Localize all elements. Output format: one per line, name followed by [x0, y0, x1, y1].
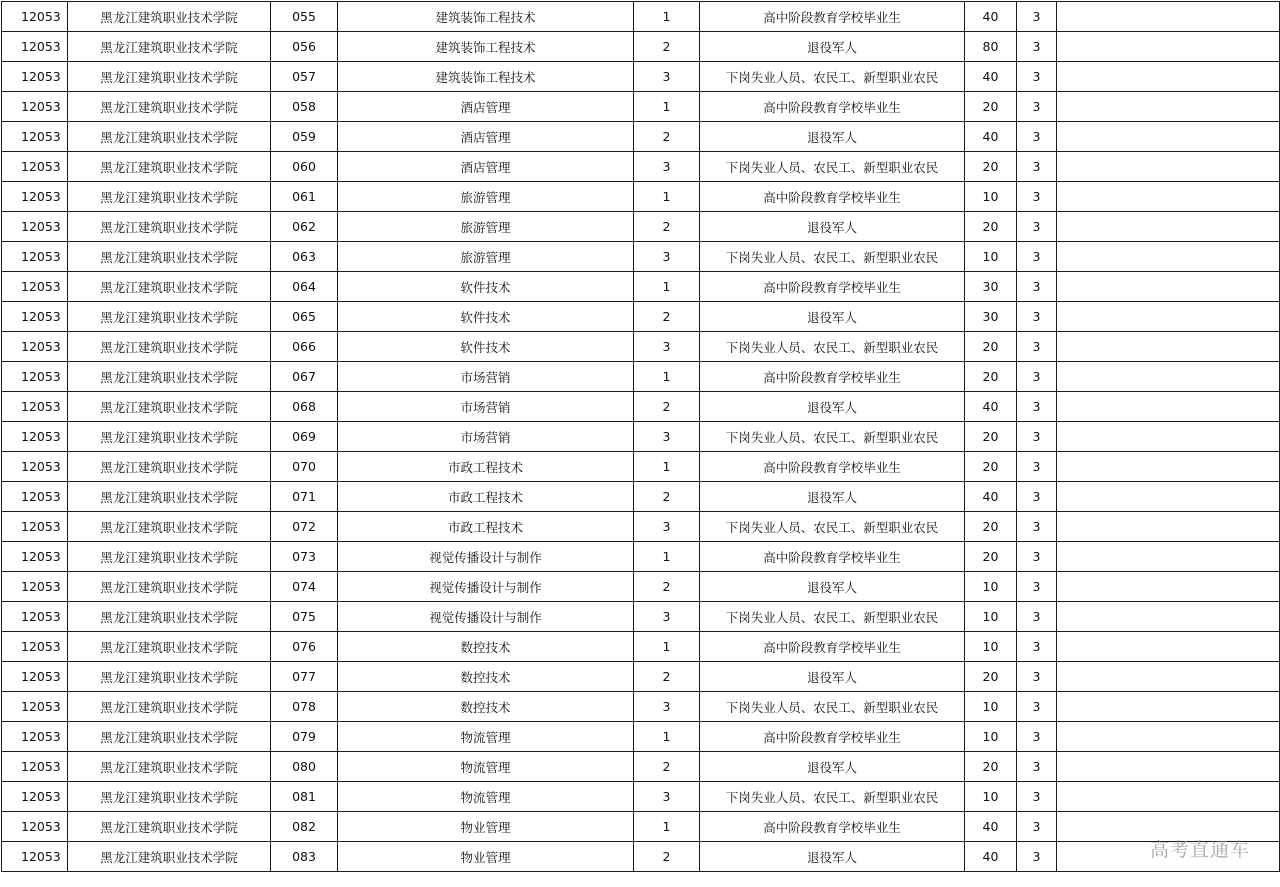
applicant-category-cell: 下岗失业人员、农民工、新型职业农民 [700, 332, 965, 362]
major-name-cell: 软件技术 [338, 272, 634, 302]
school-name-cell: 黑龙江建筑职业技术学院 [68, 422, 271, 452]
school-code-cell: 12053 [2, 632, 68, 662]
applicant-category-cell: 高中阶段教育学校毕业生 [700, 632, 965, 662]
school-code-cell: 12053 [2, 512, 68, 542]
watermark: 高考直通车 [1149, 839, 1250, 861]
applicant-type-cell: 1 [634, 812, 700, 842]
study-years-cell: 3 [1017, 2, 1057, 32]
applicant-type-cell: 2 [634, 572, 700, 602]
school-name-cell: 黑龙江建筑职业技术学院 [68, 602, 271, 632]
plan-count-cell: 20 [965, 752, 1017, 782]
remarks-cell [1057, 602, 1280, 632]
major-number-cell: 056 [271, 32, 338, 62]
major-name-cell: 市政工程技术 [338, 512, 634, 542]
major-number-cell: 077 [271, 662, 338, 692]
major-number-cell: 065 [271, 302, 338, 332]
table-row [2, 842, 1280, 872]
major-name-cell: 数控技术 [338, 632, 634, 662]
applicant-category-cell: 退役军人 [700, 212, 965, 242]
applicant-type-cell: 2 [634, 752, 700, 782]
applicant-category-cell: 退役军人 [700, 392, 965, 422]
school-code-cell: 12053 [2, 92, 68, 122]
major-number-cell: 074 [271, 572, 338, 602]
remarks-cell [1057, 662, 1280, 692]
major-name-cell: 物流管理 [338, 752, 634, 782]
plan-count-cell: 10 [965, 572, 1017, 602]
school-code-cell: 12053 [2, 722, 68, 752]
study-years-cell: 3 [1017, 782, 1057, 812]
applicant-type-cell: 1 [634, 362, 700, 392]
school-code-cell: 12053 [2, 332, 68, 362]
plan-count-cell: 40 [965, 122, 1017, 152]
major-number-cell: 062 [271, 212, 338, 242]
major-name-cell: 酒店管理 [338, 92, 634, 122]
major-number-cell: 079 [271, 722, 338, 752]
remarks-cell [1057, 62, 1280, 92]
table-row [2, 62, 1280, 92]
applicant-type-cell: 3 [634, 152, 700, 182]
enrollment-plan-table [1, 1, 1280, 872]
applicant-category-cell: 高中阶段教育学校毕业生 [700, 362, 965, 392]
school-code-cell: 12053 [2, 152, 68, 182]
applicant-category-cell: 退役军人 [700, 122, 965, 152]
school-name-cell: 黑龙江建筑职业技术学院 [68, 482, 271, 512]
applicant-category-cell: 高中阶段教育学校毕业生 [700, 2, 965, 32]
applicant-type-cell: 2 [634, 302, 700, 332]
school-name-cell: 黑龙江建筑职业技术学院 [68, 392, 271, 422]
table-row [2, 2, 1280, 32]
plan-count-cell: 40 [965, 482, 1017, 512]
plan-count-cell: 20 [965, 332, 1017, 362]
table-row [2, 152, 1280, 182]
school-name-cell: 黑龙江建筑职业技术学院 [68, 812, 271, 842]
applicant-type-cell: 1 [634, 182, 700, 212]
remarks-cell [1057, 92, 1280, 122]
school-name-cell: 黑龙江建筑职业技术学院 [68, 842, 271, 872]
applicant-category-cell: 退役军人 [700, 32, 965, 62]
remarks-cell [1057, 692, 1280, 722]
applicant-type-cell: 3 [634, 512, 700, 542]
applicant-type-cell: 2 [634, 212, 700, 242]
plan-count-cell: 20 [965, 362, 1017, 392]
study-years-cell: 3 [1017, 122, 1057, 152]
applicant-type-cell: 2 [634, 842, 700, 872]
school-name-cell: 黑龙江建筑职业技术学院 [68, 32, 271, 62]
applicant-category-cell: 高中阶段教育学校毕业生 [700, 452, 965, 482]
study-years-cell: 3 [1017, 62, 1057, 92]
study-years-cell: 3 [1017, 452, 1057, 482]
school-code-cell: 12053 [2, 422, 68, 452]
major-name-cell: 市场营销 [338, 362, 634, 392]
plan-count-cell: 30 [965, 272, 1017, 302]
applicant-category-cell: 退役军人 [700, 572, 965, 602]
school-code-cell: 12053 [2, 272, 68, 302]
major-number-cell: 057 [271, 62, 338, 92]
major-number-cell: 071 [271, 482, 338, 512]
major-name-cell: 市场营销 [338, 392, 634, 422]
remarks-cell [1057, 302, 1280, 332]
plan-count-cell: 40 [965, 2, 1017, 32]
table-row [2, 332, 1280, 362]
table-row [2, 752, 1280, 782]
study-years-cell: 3 [1017, 242, 1057, 272]
table-row [2, 692, 1280, 722]
major-number-cell: 068 [271, 392, 338, 422]
plan-count-cell: 80 [965, 32, 1017, 62]
table-row [2, 362, 1280, 392]
study-years-cell: 3 [1017, 152, 1057, 182]
school-name-cell: 黑龙江建筑职业技术学院 [68, 302, 271, 332]
plan-count-cell: 10 [965, 692, 1017, 722]
major-number-cell: 058 [271, 92, 338, 122]
applicant-type-cell: 2 [634, 32, 700, 62]
study-years-cell: 3 [1017, 392, 1057, 422]
school-name-cell: 黑龙江建筑职业技术学院 [68, 212, 271, 242]
table-body [2, 2, 1280, 872]
remarks-cell [1057, 722, 1280, 752]
study-years-cell: 3 [1017, 662, 1057, 692]
study-years-cell: 3 [1017, 632, 1057, 662]
major-name-cell: 物业管理 [338, 812, 634, 842]
applicant-category-cell: 下岗失业人员、农民工、新型职业农民 [700, 62, 965, 92]
remarks-cell [1057, 482, 1280, 512]
major-name-cell: 软件技术 [338, 302, 634, 332]
applicant-type-cell: 1 [634, 632, 700, 662]
major-name-cell: 酒店管理 [338, 122, 634, 152]
applicant-category-cell: 高中阶段教育学校毕业生 [700, 542, 965, 572]
school-name-cell: 黑龙江建筑职业技术学院 [68, 722, 271, 752]
plan-count-cell: 20 [965, 422, 1017, 452]
school-name-cell: 黑龙江建筑职业技术学院 [68, 242, 271, 272]
school-code-cell: 12053 [2, 62, 68, 92]
study-years-cell: 3 [1017, 842, 1057, 872]
major-name-cell: 数控技术 [338, 662, 634, 692]
major-name-cell: 数控技术 [338, 692, 634, 722]
table-row [2, 212, 1280, 242]
table-row [2, 722, 1280, 752]
school-name-cell: 黑龙江建筑职业技术学院 [68, 92, 271, 122]
plan-count-cell: 20 [965, 92, 1017, 122]
study-years-cell: 3 [1017, 212, 1057, 242]
school-name-cell: 黑龙江建筑职业技术学院 [68, 182, 271, 212]
school-name-cell: 黑龙江建筑职业技术学院 [68, 782, 271, 812]
applicant-category-cell: 高中阶段教育学校毕业生 [700, 182, 965, 212]
remarks-cell [1057, 632, 1280, 662]
school-name-cell: 黑龙江建筑职业技术学院 [68, 122, 271, 152]
applicant-type-cell: 3 [634, 602, 700, 632]
table-row [2, 392, 1280, 422]
school-code-cell: 12053 [2, 542, 68, 572]
table-row [2, 482, 1280, 512]
table-row [2, 242, 1280, 272]
study-years-cell: 3 [1017, 602, 1057, 632]
study-years-cell: 3 [1017, 92, 1057, 122]
applicant-category-cell: 下岗失业人员、农民工、新型职业农民 [700, 782, 965, 812]
plan-count-cell: 40 [965, 62, 1017, 92]
applicant-type-cell: 2 [634, 392, 700, 422]
applicant-type-cell: 1 [634, 2, 700, 32]
applicant-category-cell: 高中阶段教育学校毕业生 [700, 92, 965, 122]
major-name-cell: 市场营销 [338, 422, 634, 452]
school-code-cell: 12053 [2, 602, 68, 632]
school-name-cell: 黑龙江建筑职业技术学院 [68, 752, 271, 782]
school-name-cell: 黑龙江建筑职业技术学院 [68, 542, 271, 572]
major-name-cell: 视觉传播设计与制作 [338, 602, 634, 632]
plan-count-cell: 40 [965, 812, 1017, 842]
table-row [2, 122, 1280, 152]
plan-count-cell: 20 [965, 662, 1017, 692]
school-code-cell: 12053 [2, 212, 68, 242]
study-years-cell: 3 [1017, 182, 1057, 212]
remarks-cell [1057, 332, 1280, 362]
study-years-cell: 3 [1017, 272, 1057, 302]
school-code-cell: 12053 [2, 242, 68, 272]
remarks-cell [1057, 2, 1280, 32]
plan-count-cell: 20 [965, 152, 1017, 182]
plan-count-cell: 20 [965, 212, 1017, 242]
table-row [2, 662, 1280, 692]
table-row [2, 452, 1280, 482]
school-code-cell: 12053 [2, 182, 68, 212]
plan-count-cell: 20 [965, 452, 1017, 482]
study-years-cell: 3 [1017, 422, 1057, 452]
applicant-category-cell: 下岗失业人员、农民工、新型职业农民 [700, 602, 965, 632]
applicant-type-cell: 2 [634, 482, 700, 512]
school-name-cell: 黑龙江建筑职业技术学院 [68, 662, 271, 692]
remarks-cell [1057, 782, 1280, 812]
major-number-cell: 072 [271, 512, 338, 542]
school-name-cell: 黑龙江建筑职业技术学院 [68, 62, 271, 92]
applicant-type-cell: 3 [634, 62, 700, 92]
major-name-cell: 物流管理 [338, 722, 634, 752]
plan-count-cell: 10 [965, 602, 1017, 632]
applicant-category-cell: 高中阶段教育学校毕业生 [700, 812, 965, 842]
remarks-cell [1057, 752, 1280, 782]
major-number-cell: 067 [271, 362, 338, 392]
applicant-type-cell: 1 [634, 272, 700, 302]
school-code-cell: 12053 [2, 302, 68, 332]
school-code-cell: 12053 [2, 692, 68, 722]
school-name-cell: 黑龙江建筑职业技术学院 [68, 332, 271, 362]
plan-count-cell: 10 [965, 782, 1017, 812]
study-years-cell: 3 [1017, 692, 1057, 722]
applicant-category-cell: 下岗失业人员、农民工、新型职业农民 [700, 512, 965, 542]
table-row [2, 32, 1280, 62]
major-name-cell: 物流管理 [338, 782, 634, 812]
plan-count-cell: 30 [965, 302, 1017, 332]
applicant-type-cell: 3 [634, 332, 700, 362]
remarks-cell [1057, 272, 1280, 302]
school-name-cell: 黑龙江建筑职业技术学院 [68, 512, 271, 542]
applicant-type-cell: 1 [634, 722, 700, 752]
applicant-category-cell: 退役军人 [700, 302, 965, 332]
remarks-cell [1057, 242, 1280, 272]
table-row [2, 632, 1280, 662]
school-code-cell: 12053 [2, 662, 68, 692]
major-number-cell: 076 [271, 632, 338, 662]
study-years-cell: 3 [1017, 722, 1057, 752]
school-code-cell: 12053 [2, 392, 68, 422]
applicant-type-cell: 1 [634, 92, 700, 122]
study-years-cell: 3 [1017, 512, 1057, 542]
major-number-cell: 055 [271, 2, 338, 32]
major-number-cell: 060 [271, 152, 338, 182]
remarks-cell [1057, 572, 1280, 602]
major-name-cell: 旅游管理 [338, 182, 634, 212]
table-row [2, 782, 1280, 812]
major-number-cell: 063 [271, 242, 338, 272]
remarks-cell [1057, 392, 1280, 422]
plan-count-cell: 20 [965, 542, 1017, 572]
table-row [2, 602, 1280, 632]
major-name-cell: 旅游管理 [338, 242, 634, 272]
school-name-cell: 黑龙江建筑职业技术学院 [68, 362, 271, 392]
school-code-cell: 12053 [2, 452, 68, 482]
remarks-cell [1057, 122, 1280, 152]
plan-count-cell: 40 [965, 842, 1017, 872]
school-code-cell: 12053 [2, 782, 68, 812]
applicant-category-cell: 下岗失业人员、农民工、新型职业农民 [700, 152, 965, 182]
remarks-cell [1057, 422, 1280, 452]
plan-count-cell: 10 [965, 182, 1017, 212]
applicant-category-cell: 下岗失业人员、农民工、新型职业农民 [700, 242, 965, 272]
school-code-cell: 12053 [2, 32, 68, 62]
school-code-cell: 12053 [2, 842, 68, 872]
major-number-cell: 070 [271, 452, 338, 482]
major-name-cell: 建筑装饰工程技术 [338, 62, 634, 92]
table-row [2, 542, 1280, 572]
plan-count-cell: 40 [965, 392, 1017, 422]
major-number-cell: 059 [271, 122, 338, 152]
school-code-cell: 12053 [2, 572, 68, 602]
table-row [2, 812, 1280, 842]
major-number-cell: 078 [271, 692, 338, 722]
major-number-cell: 064 [271, 272, 338, 302]
school-code-cell: 12053 [2, 482, 68, 512]
table-row [2, 92, 1280, 122]
major-name-cell: 旅游管理 [338, 212, 634, 242]
remarks-cell [1057, 542, 1280, 572]
table-row [2, 422, 1280, 452]
school-code-cell: 12053 [2, 122, 68, 152]
school-code-cell: 12053 [2, 812, 68, 842]
major-number-cell: 061 [271, 182, 338, 212]
school-code-cell: 12053 [2, 752, 68, 782]
study-years-cell: 3 [1017, 572, 1057, 602]
study-years-cell: 3 [1017, 32, 1057, 62]
major-number-cell: 082 [271, 812, 338, 842]
major-name-cell: 视觉传播设计与制作 [338, 572, 634, 602]
school-name-cell: 黑龙江建筑职业技术学院 [68, 2, 271, 32]
school-name-cell: 黑龙江建筑职业技术学院 [68, 452, 271, 482]
applicant-type-cell: 1 [634, 542, 700, 572]
major-number-cell: 083 [271, 842, 338, 872]
remarks-cell [1057, 362, 1280, 392]
school-code-cell: 12053 [2, 362, 68, 392]
applicant-category-cell: 退役军人 [700, 842, 965, 872]
remarks-cell [1057, 182, 1280, 212]
applicant-type-cell: 3 [634, 692, 700, 722]
school-name-cell: 黑龙江建筑职业技术学院 [68, 152, 271, 182]
major-number-cell: 069 [271, 422, 338, 452]
remarks-cell [1057, 32, 1280, 62]
major-number-cell: 081 [271, 782, 338, 812]
plan-count-cell: 10 [965, 242, 1017, 272]
applicant-category-cell: 高中阶段教育学校毕业生 [700, 722, 965, 752]
study-years-cell: 3 [1017, 482, 1057, 512]
major-name-cell: 建筑装饰工程技术 [338, 2, 634, 32]
applicant-type-cell: 2 [634, 122, 700, 152]
table-row [2, 272, 1280, 302]
major-number-cell: 075 [271, 602, 338, 632]
table-row [2, 572, 1280, 602]
remarks-cell [1057, 512, 1280, 542]
major-name-cell: 软件技术 [338, 332, 634, 362]
study-years-cell: 3 [1017, 332, 1057, 362]
plan-count-cell: 10 [965, 632, 1017, 662]
table-row [2, 182, 1280, 212]
school-code-cell: 12053 [2, 2, 68, 32]
applicant-type-cell: 3 [634, 422, 700, 452]
study-years-cell: 3 [1017, 812, 1057, 842]
table-row [2, 512, 1280, 542]
school-name-cell: 黑龙江建筑职业技术学院 [68, 692, 271, 722]
plan-count-cell: 10 [965, 722, 1017, 752]
study-years-cell: 3 [1017, 362, 1057, 392]
plan-count-cell: 20 [965, 512, 1017, 542]
applicant-type-cell: 2 [634, 662, 700, 692]
major-name-cell: 市政工程技术 [338, 482, 634, 512]
major-number-cell: 066 [271, 332, 338, 362]
table-row [2, 302, 1280, 332]
remarks-cell [1057, 152, 1280, 182]
major-number-cell: 073 [271, 542, 338, 572]
applicant-category-cell: 退役军人 [700, 482, 965, 512]
study-years-cell: 3 [1017, 302, 1057, 332]
applicant-type-cell: 1 [634, 452, 700, 482]
school-name-cell: 黑龙江建筑职业技术学院 [68, 632, 271, 662]
applicant-type-cell: 3 [634, 242, 700, 272]
major-name-cell: 建筑装饰工程技术 [338, 32, 634, 62]
major-name-cell: 酒店管理 [338, 152, 634, 182]
applicant-category-cell: 退役军人 [700, 662, 965, 692]
study-years-cell: 3 [1017, 752, 1057, 782]
major-name-cell: 市政工程技术 [338, 452, 634, 482]
remarks-cell [1057, 212, 1280, 242]
applicant-category-cell: 下岗失业人员、农民工、新型职业农民 [700, 692, 965, 722]
major-name-cell: 物业管理 [338, 842, 634, 872]
applicant-category-cell: 高中阶段教育学校毕业生 [700, 272, 965, 302]
applicant-category-cell: 下岗失业人员、农民工、新型职业农民 [700, 422, 965, 452]
major-name-cell: 视觉传播设计与制作 [338, 542, 634, 572]
school-name-cell: 黑龙江建筑职业技术学院 [68, 272, 271, 302]
applicant-type-cell: 3 [634, 782, 700, 812]
remarks-cell [1057, 452, 1280, 482]
school-name-cell: 黑龙江建筑职业技术学院 [68, 572, 271, 602]
study-years-cell: 3 [1017, 542, 1057, 572]
applicant-category-cell: 退役军人 [700, 752, 965, 782]
major-number-cell: 080 [271, 752, 338, 782]
